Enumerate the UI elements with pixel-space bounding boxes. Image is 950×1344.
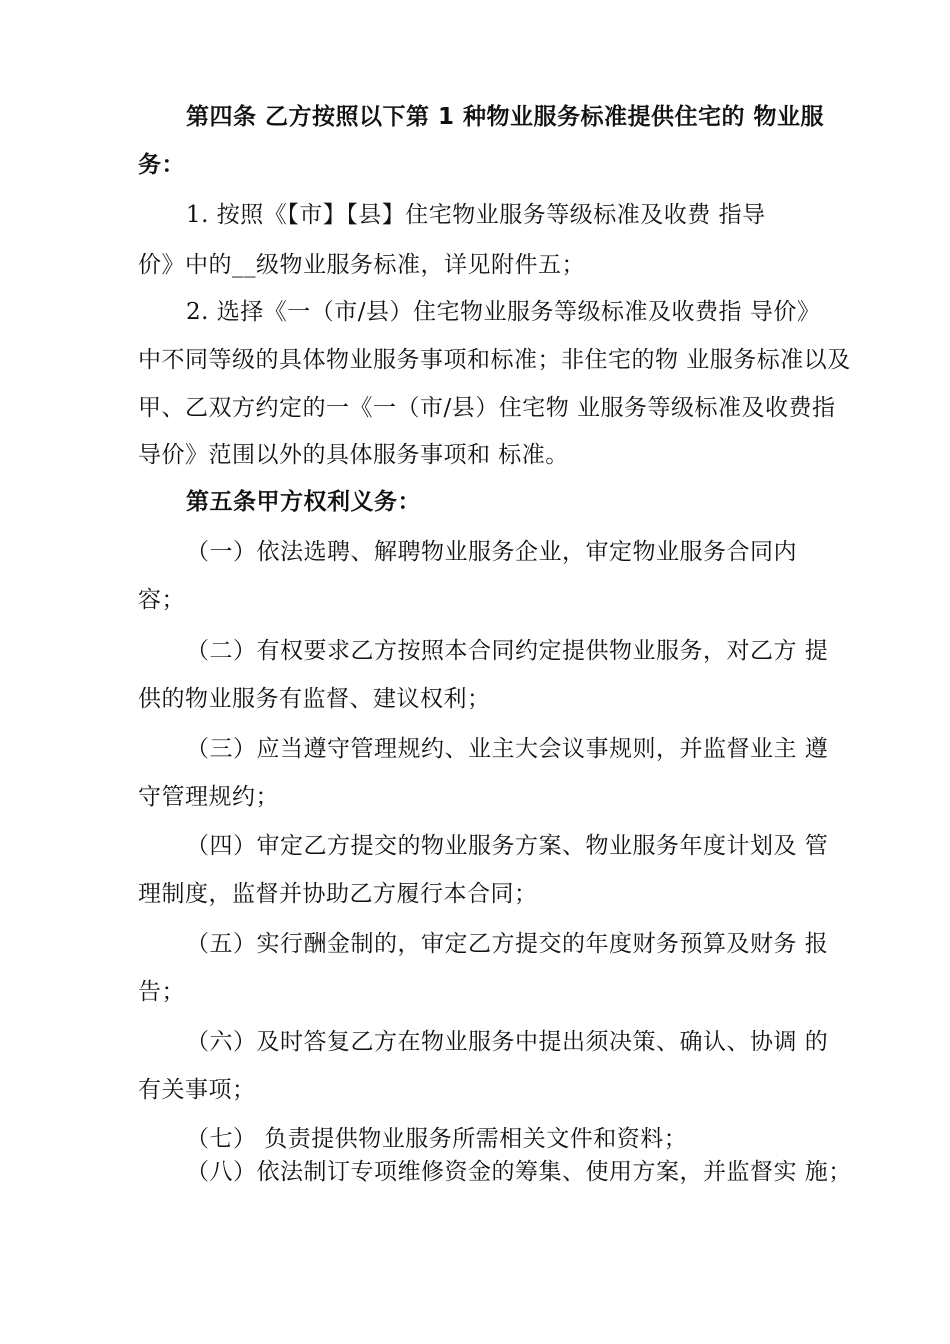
article5-item3-line2: 守管理规约；: [138, 784, 279, 810]
article4-item1-line2: 价》中的__级物业服务标准，详见附件五；: [138, 252, 585, 278]
article4-item2-line4: 导价》范围以外的具体服务事项和 标准。: [138, 442, 569, 468]
article5-item8-line1: （八）依法制订专项维修资金的筹集、使用方案，并监督实 施；: [186, 1159, 852, 1185]
article5-item6-line2: 有关事项；: [138, 1077, 256, 1103]
article4-item2-line2: 中不同等级的具体物业服务事项和标准；非住宅的物 业服务标准以及: [138, 347, 851, 373]
article5-item1-line2: 容；: [138, 587, 185, 613]
article5-item6-line1: （六）及时答复乙方在物业服务中提出须决策、确认、协调 的: [186, 1029, 829, 1055]
article4-heading-line1: 第四条 乙方按照以下第 1 种物业服务标准提供住宅的 物业服: [186, 104, 825, 130]
article5-item1-line1: （一）依法选聘、解聘物业服务企业，审定物业服务合同内: [186, 539, 797, 565]
article5-title: 第五条甲方权利义务：: [186, 489, 421, 515]
article4-item2-line1: 2. 选择《一（市/县）住宅物业服务等级标准及收费指 导价》: [186, 299, 821, 325]
article5-item2-line1: （二）有权要求乙方按照本合同约定提供物业服务，对乙方 提: [186, 638, 829, 664]
article5-item3-line1: （三）应当遵守管理规约、业主大会议事规则，并监督业主 遵: [186, 736, 829, 762]
article5-item5-line2: 告；: [138, 979, 185, 1005]
article5-item2-line2: 供的物业服务有监督、建议权利；: [138, 686, 491, 712]
article5-item4-line1: （四）审定乙方提交的物业服务方案、物业服务年度计划及 管: [186, 833, 829, 859]
article5-item5-line1: （五）实行酬金制的，审定乙方提交的年度财务预算及财务 报: [186, 931, 829, 957]
article5-item7-line1: （七） 负责提供物业服务所需相关文件和资料；: [186, 1126, 688, 1152]
article5-item4-line2: 理制度，监督并协助乙方履行本合同；: [138, 881, 538, 907]
article4-heading-line2: 务：: [138, 152, 185, 178]
article4-item2-line3: 甲、乙双方约定的一《一（市/县）住宅物 业服务等级标准及收费指: [138, 395, 836, 421]
article4-item1-line1: 1. 按照《【市】【县】住宅物业服务等级标准及收费 指导: [186, 202, 766, 228]
